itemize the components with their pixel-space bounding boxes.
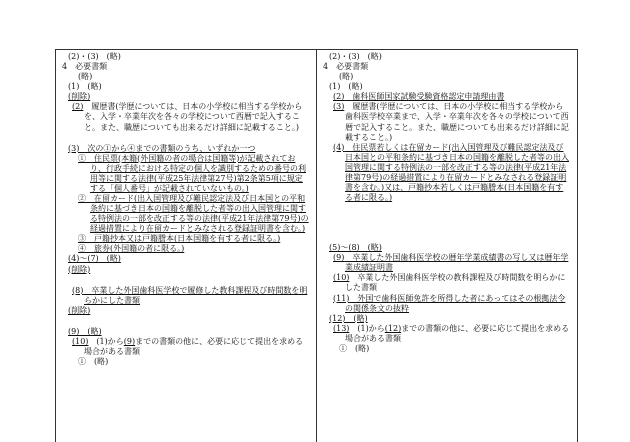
left-line-sections-2-3: (2)・(3) (略) bbox=[68, 52, 121, 61]
right-item-13-rest: までの書類の他に、必要に応じて提出を求める場合がある書類 bbox=[345, 323, 570, 343]
right-item-4-num: (4) bbox=[333, 142, 345, 152]
right-item-13-other-docs bbox=[323, 324, 571, 344]
right-item-13-text: (1)から bbox=[349, 323, 385, 333]
right-item-11-num: (11) bbox=[333, 293, 350, 303]
right-item-2-text: 歯科医師国家試験受験資格認定申請理由書 bbox=[344, 92, 505, 102]
right-item-11-text: 外国で歯科医師免許を所得した者にあってはその根拠法令の関係条文の抜粋 bbox=[345, 293, 566, 313]
left-item-3-1-resident-card: ① 住民票(本籍(外国籍の者の場合は国籍等)が記載されており、行政手続における特定の個人を識別するための番号の利用等に関する法律(平成25年法律第27号)第2条第5項に規定する「個人番号」が記載されていないもの。) bbox=[78, 153, 306, 193]
left-item-3-4-passport: ④ 旅券(外国籍の者に限る。) bbox=[78, 244, 185, 254]
right-item-2-num: (2) bbox=[333, 92, 345, 102]
right-item-12: (12) (略) bbox=[329, 313, 368, 323]
right-item-1: (1) (略) bbox=[329, 82, 363, 92]
left-item-4-7: (4)～(7) (略) bbox=[68, 254, 121, 264]
left-item-8-curriculum bbox=[62, 286, 310, 306]
left-item-2-resume bbox=[62, 102, 310, 132]
right-item-9-num: (9) bbox=[333, 253, 345, 263]
left-item-2-num: (2) bbox=[72, 102, 84, 112]
column-divider bbox=[316, 50, 317, 442]
right-item-13-1: ① (略) bbox=[339, 343, 370, 353]
left-line-omitted: (略) bbox=[78, 72, 93, 82]
right-item-10-curriculum bbox=[323, 273, 571, 293]
right-item-3-text: 履歴書(学歴については、日本の小学校に相当する学校から歯科医学校卒業まで、入学・卒業年次を各々の学校について西暦で記入すること。また、職歴についても出来るだけ詳細に記載すること。) bbox=[344, 102, 569, 142]
left-item-10-ref: (9) bbox=[123, 336, 136, 346]
left-deleted-3: (削除) bbox=[68, 305, 91, 315]
left-item-3-3-family-register: ③ 戸籍抄本又は戸籍謄本(日本国籍を有する者に限る。) bbox=[78, 234, 281, 244]
left-deleted-2: (削除) bbox=[68, 264, 91, 274]
right-item-4-identity bbox=[323, 143, 571, 203]
left-deleted-1: (削除) bbox=[68, 92, 91, 102]
left-item-8-num: (8) bbox=[72, 285, 84, 295]
right-heading-required-docs: 4 必要書類 bbox=[323, 62, 369, 72]
left-item-9: (9) (略) bbox=[68, 326, 102, 336]
right-item-3-resume bbox=[323, 102, 571, 142]
left-item-10-other-docs bbox=[62, 337, 310, 357]
left-item-10-1: ① (略) bbox=[78, 357, 109, 367]
right-line-omitted: (略) bbox=[339, 72, 354, 82]
right-item-5-8: (5)～(8) (略) bbox=[329, 243, 382, 253]
right-item-11-license-law bbox=[323, 294, 571, 314]
right-item-2-reason bbox=[323, 92, 571, 102]
left-item-10-num: (10) bbox=[72, 336, 89, 346]
left-item-3: (3) 次の①から④までの書類のうち、いずれか一つ bbox=[68, 143, 256, 153]
right-item-13-ref: (12) bbox=[384, 323, 402, 333]
right-line-sections-2-3: (2)・(3) (略) bbox=[329, 52, 382, 61]
comparison-table bbox=[55, 49, 578, 442]
left-item-1: (1) (略) bbox=[68, 82, 102, 92]
right-item-4-text: 住民票若しくは在留カード(出入国管理及び難民認定法及び日本国との平和条約に基づき日本の国籍を離脱した者等の出入国管理に関する特例法の一部を改正する等の法律(平成21年法律第79号)の経過措置により在留カードとみなされる登録証明書を含む。)又は、戸籍抄本若しくは戸籍謄本(日本国籍を有する者に限る。) bbox=[344, 142, 569, 203]
left-item-10-rest: までの書類の他に、必要に応じて提出を求める場合がある書類 bbox=[84, 336, 304, 357]
right-item-10-text: 卒業した外国歯科医学校の教科課程及び時間数を明らかにした書類 bbox=[345, 273, 566, 293]
right-item-10-num: (10) bbox=[333, 273, 350, 283]
left-heading-required-docs: 4 必要書類 bbox=[62, 62, 108, 72]
left-item-3-2-residence-card: ② 在留カード(出入国管理及び難民認定法及び日本国との平和条約に基づき日本の国籍を離脱した者等の出入国管理に関する特例法の一部を改正する等の法律(平成21年法律第79号)の経過措置により在留カードとみなされる登録証明書を含む。) bbox=[78, 194, 309, 234]
right-item-3-num: (3) bbox=[333, 102, 345, 112]
right-item-9-grades bbox=[323, 253, 571, 273]
right-item-9-text: 卒業した外国歯科医学校の暦年学業成績書の写し又は暦年学業成績証明書 bbox=[344, 253, 569, 273]
left-item-10-text: (1)から bbox=[88, 336, 124, 346]
right-item-13-num: (13) bbox=[333, 323, 350, 333]
left-item-2-text: 履歴書(学歴については、日本の小学校に相当する学校からを、入学・卒業年次を各々の学校について西暦で記入すること。また、職歴についても出来るだけ詳細に記載すること。) bbox=[83, 102, 303, 132]
left-column-old bbox=[62, 52, 310, 367]
left-item-8-text: 卒業した外国歯科医学校で履修した教科課程及び時間数を明らかにした書類 bbox=[83, 285, 308, 305]
right-column-new bbox=[323, 52, 571, 354]
